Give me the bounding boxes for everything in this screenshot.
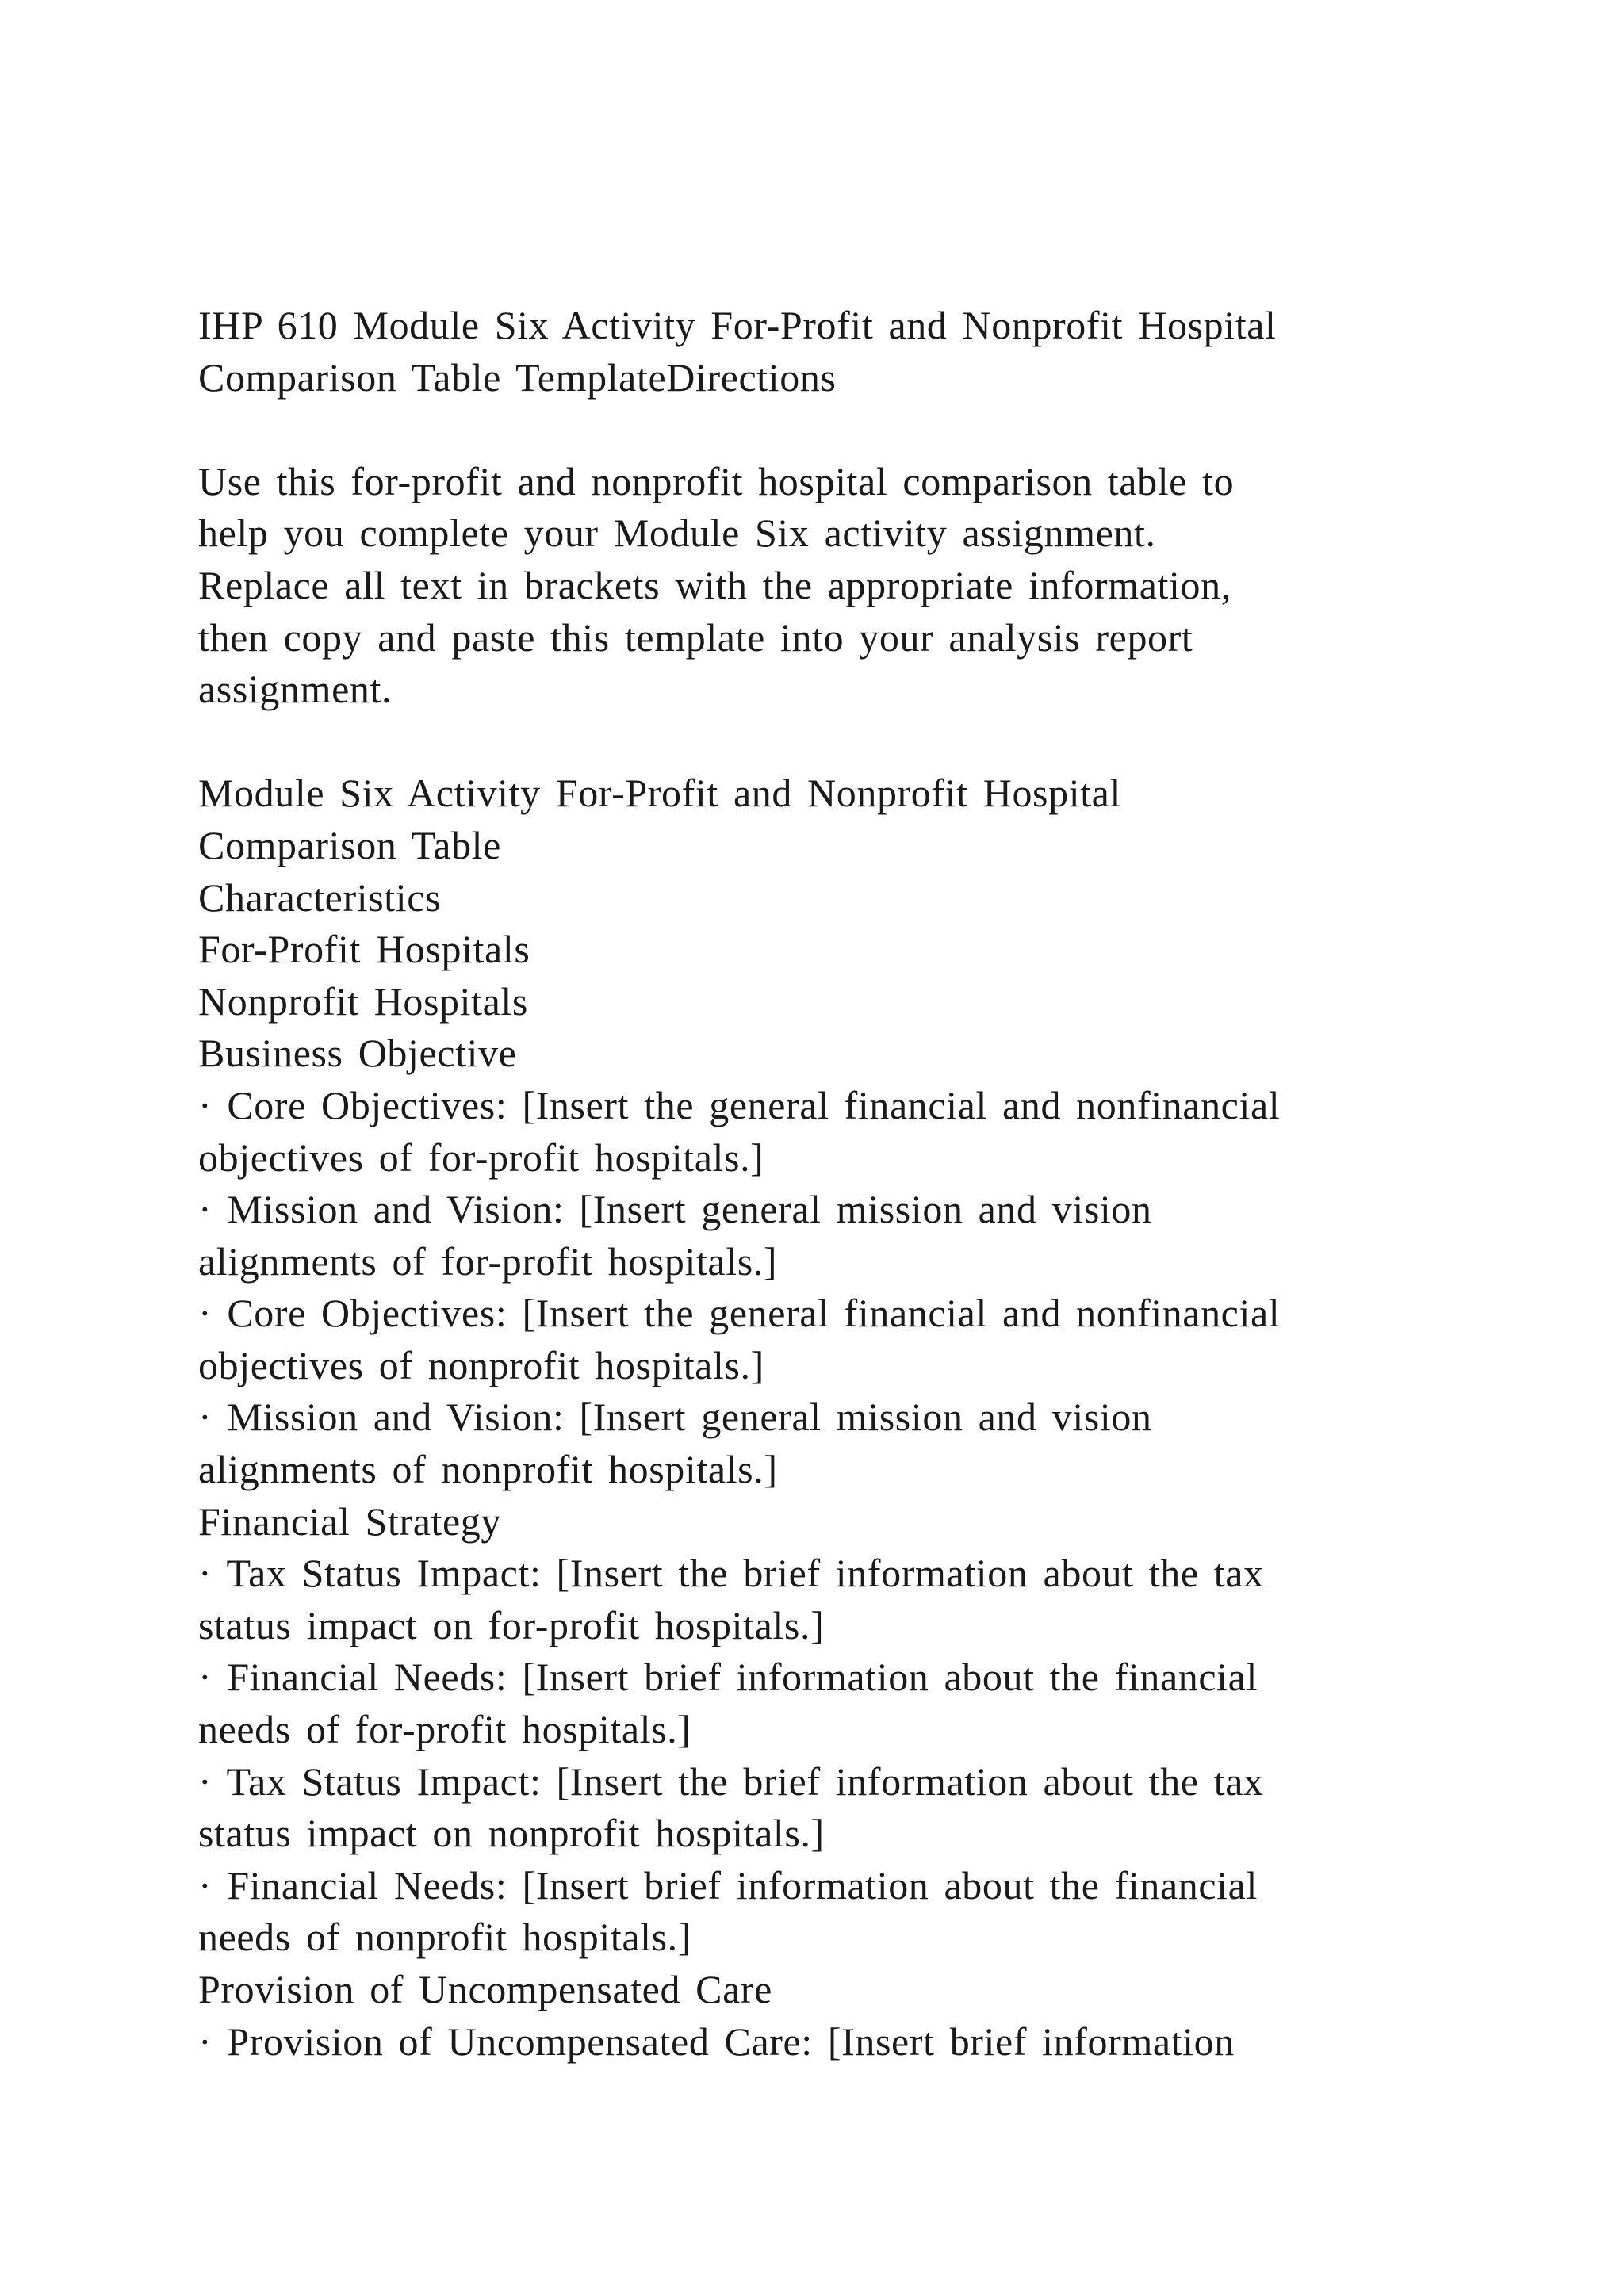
row-heading-business-objective: Business Objective — [198, 1031, 517, 1076]
bullet-line: status impact on for-profit hospitals.] — [198, 1602, 825, 1647]
document-body — [198, 300, 1515, 2068]
comparison-table-text — [198, 767, 1515, 2068]
bullet-line: alignments of nonprofit hospitals.] — [198, 1447, 778, 1492]
row-heading-financial-strategy: Financial Strategy — [198, 1498, 501, 1544]
directions-line: help you complete your Module Six activity assignment. — [198, 511, 1156, 556]
bullet-line: · Core Objectives: [Insert the general financial and nonfinancial — [198, 1291, 1281, 1336]
blank-line — [198, 716, 1515, 768]
directions-line: Use this for-profit and nonprofit hospital comparison table to — [198, 458, 1235, 503]
blank-line — [198, 404, 1515, 456]
bullet-line: · Tax Status Impact: [Insert the brief information about the tax — [198, 1551, 1264, 1596]
table-title-line: Module Six Activity For-Profit and Nonprofit Hospital — [198, 771, 1121, 816]
bullet-line: needs of nonprofit hospitals.] — [198, 1915, 692, 1960]
directions-line: then copy and paste this template into your analysis report — [198, 614, 1193, 660]
bullet-line: alignments of for-profit hospitals.] — [198, 1238, 778, 1284]
title-line: Comparison Table TemplateDirections — [198, 354, 837, 400]
directions-line: assignment. — [198, 667, 393, 712]
bullet-line: · Mission and Vision: [Insert general mission and vision — [198, 1395, 1152, 1440]
directions-line: Replace all text in brackets with the appropriate information, — [198, 562, 1231, 607]
title-line: IHP 610 Module Six Activity For-Profit and Nonprofit Hospital — [198, 303, 1277, 347]
bullet-line: objectives of for-profit hospitals.] — [198, 1135, 764, 1180]
bullet-line: · Financial Needs: [Insert brief information about the financial — [198, 1655, 1258, 1700]
bullet-line: status impact on nonprofit hospitals.] — [198, 1811, 825, 1856]
document-title — [198, 300, 1515, 404]
directions-paragraph — [198, 456, 1515, 716]
bullet-line: · Financial Needs: [Insert brief information about the financial — [198, 1862, 1258, 1908]
bullet-line: · Provision of Uncompensated Care: [Insert brief information — [198, 2019, 1235, 2064]
column-header-for-profit: For-Profit Hospitals — [198, 927, 530, 972]
bullet-line: · Mission and Vision: [Insert general mission and vision — [198, 1187, 1152, 1232]
bullet-line: objectives of nonprofit hospitals.] — [198, 1342, 764, 1387]
column-header-nonprofit: Nonprofit Hospitals — [198, 978, 528, 1024]
bullet-line: · Tax Status Impact: [Insert the brief information about the tax — [198, 1758, 1264, 1804]
column-header-characteristics: Characteristics — [198, 874, 442, 920]
bullet-line: · Core Objectives: [Insert the general financial and nonfinancial — [198, 1082, 1281, 1127]
table-title-line: Comparison Table — [198, 822, 501, 867]
row-heading-uncompensated-care: Provision of Uncompensated Care — [198, 1967, 772, 2011]
bullet-line: needs of for-profit hospitals.] — [198, 1707, 691, 1752]
